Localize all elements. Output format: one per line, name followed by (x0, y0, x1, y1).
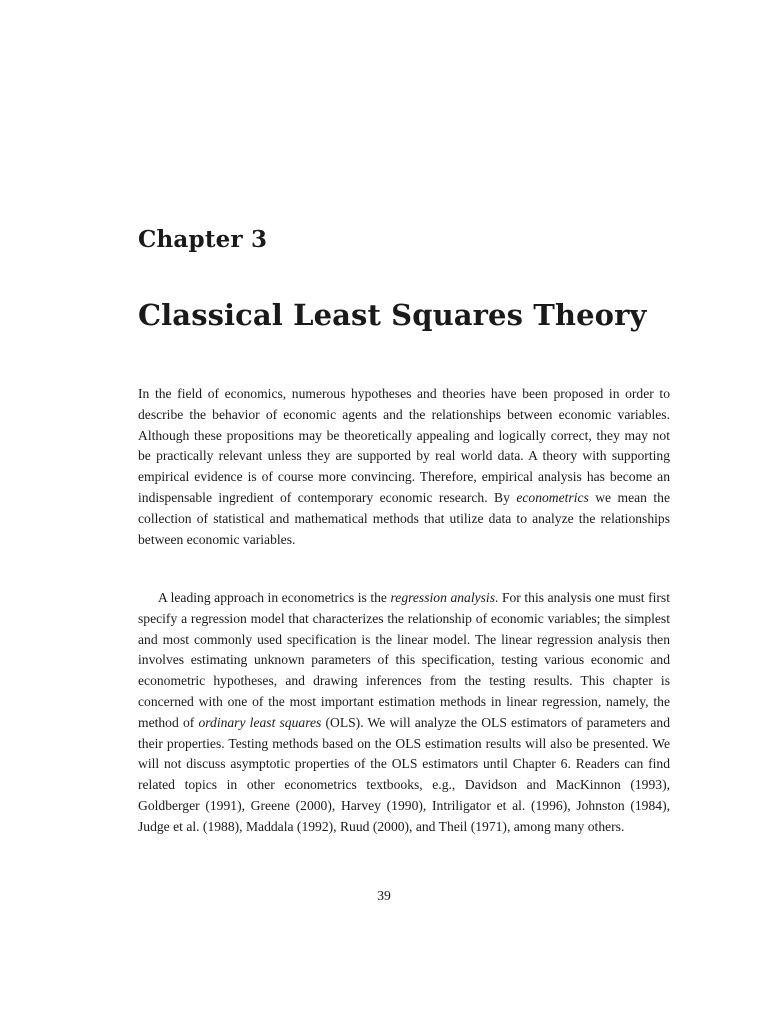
term-regression-analysis: regression analysis (390, 590, 495, 605)
body-paragraph-2 (138, 588, 670, 838)
body-paragraph-1 (138, 384, 670, 550)
chapter-label: Chapter 3 (138, 226, 268, 253)
paragraph-1-text-a: In the field of economics, numerous hypotheses and theories have been proposed in order to describe the behavior of economic agents and the relationships between economic variables. Although these propositions may be theoretically appealing and logically correct, they may not be practically relevant unless they are supported by real world data. A theory with supporting empirical evidence is of course more convincing. Therefore, empirical analysis has become an indispensable ingredient of contemporary economic research. By (138, 386, 670, 505)
term-ordinary-least-squares: ordinary least squares (198, 714, 322, 730)
term-econometrics: econometrics (516, 489, 589, 505)
page-number: 39 (377, 888, 391, 903)
paragraph-2-text-c: (OLS). We will analyze the OLS estimators of parameters and their properties. Testing methods based on the OLS estimation results will also be presented. We will not discuss asymptotic properties of the OLS estimators until Chapter 6. Readers can find related topics in other econometrics textbooks, e.g., Davidson and MacKinnon (1993), Goldberger (1991), Greene (2000), Harvey (1990), Intriligator et al. (1996), Johnston (1984), Judge et al. (1988), Maddala (1992), Ruud (2000), and Theil (1971), among many others. (138, 714, 670, 834)
paragraph-1-text-b: we mean the collection of statistical and mathematical methods that utilize data to analyze the relationships between economic variables. (138, 489, 671, 547)
chapter-title: Classical Least Squares Theory (138, 298, 647, 332)
paragraph-2-text-a: A leading approach in econometrics is the (158, 590, 391, 605)
paragraph-2-text-b: . For this analysis one must first specify a regression model that characterizes the relationship of economic variables; the simplest and most commonly used specification is the linear model. The linear regression analysis then involves estimating unknown parameters of this specification, testing various economic and econometric hypotheses, and drawing inferences from the testing results. This chapter is concerned with one of the most important estimation methods in linear regression, namely, the method of (138, 590, 671, 730)
